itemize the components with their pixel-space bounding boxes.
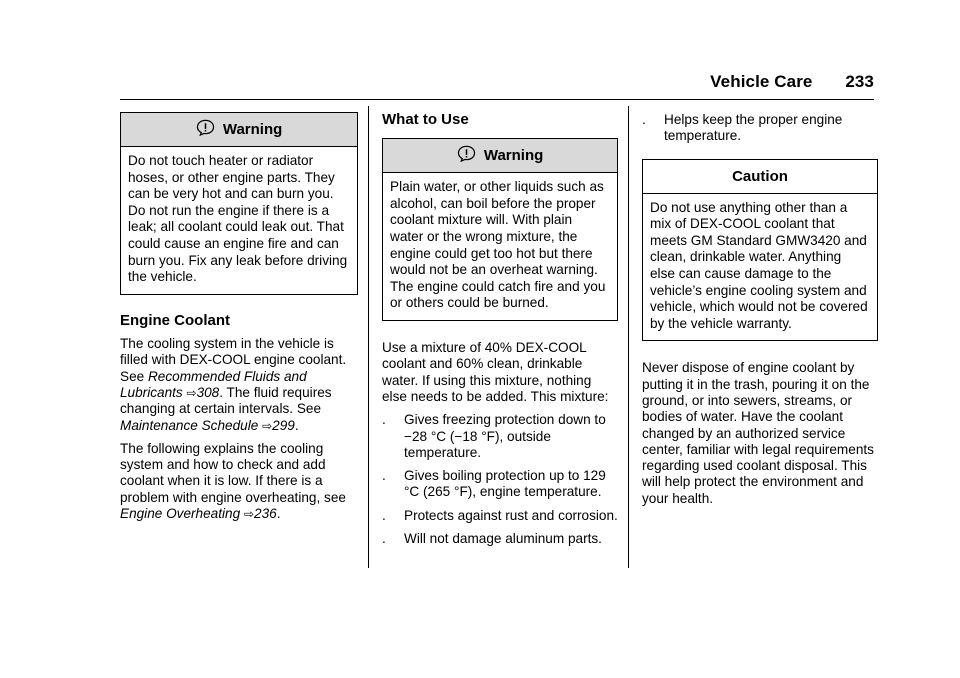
warning-speech-icon	[457, 145, 476, 162]
warning-box-plain-water	[382, 138, 618, 321]
warning-box-header	[383, 139, 617, 173]
ref-recommended-fluids-link[interactable]: Recommended Fluids and Lubricants	[120, 368, 307, 400]
column-divider-1	[368, 106, 369, 568]
section-title: Vehicle Care	[710, 72, 813, 91]
column-2	[382, 112, 618, 554]
page-ref-arrow-icon: ⇨	[243, 507, 255, 522]
mixture-intro-paragraph: Use a mixture of 40% DEX-COOL coolant and 60% clean, drinkable water. If using this mixture, nothing else needs to be added. This mixture:	[382, 340, 609, 404]
ref-maintenance-schedule-link[interactable]: Maintenance Schedule	[120, 417, 259, 433]
header-rule	[120, 99, 874, 100]
column-3	[642, 112, 878, 514]
mixture-benefits-list	[382, 412, 618, 547]
section-heading-what-to-use: What to Use	[382, 111, 469, 128]
ref-page-308[interactable]: 308	[196, 384, 220, 400]
list-item	[382, 508, 618, 524]
text-run: The cooling system in the vehicle is filled with DEX-COOL engine coolant. See	[120, 336, 347, 384]
caution-body: Do not use anything other than a mix of DEX-COOL coolant that meets GM Standard GMW3420 and clean, drinkable water. Anything else can cause damage to the vehicle’s engine cooling system and vehicle, which would not be covered by the vehicle warranty.	[650, 199, 868, 331]
ref-engine-overheating-link[interactable]: Engine Overheating	[120, 506, 241, 522]
text-run: . The fluid requires changing at certain intervals. See	[120, 384, 332, 417]
warning-body: Do not touch heater or radiator hoses, or other engine parts. They can be very hot and can burn you. Do not run the engine if there is a leak; all coolant could leak out. That could cause an engine fire and can burn you. Fix any leak before driving the vehicle.	[128, 153, 348, 285]
section-heading-engine-coolant: Engine Coolant	[120, 311, 230, 329]
warning-box-hot-parts	[120, 112, 358, 295]
list-item-text: Protects against rust and corrosion.	[404, 507, 618, 523]
column-1	[120, 112, 358, 529]
coolant-intro-paragraph	[120, 336, 358, 434]
bullet-mark: .	[642, 112, 646, 127]
bullet-mark: .	[382, 507, 386, 523]
list-item	[382, 468, 618, 501]
list-item-text: Will not damage aluminum parts.	[404, 531, 602, 547]
list-item	[642, 112, 878, 145]
text-run: The following explains the cooling system and how to check and add coolant when it is low. If there is a problem with engine overheating, see	[120, 440, 346, 505]
list-item-text: Gives boiling protection up to 129 °C (265 °F), engine temperature.	[404, 468, 606, 500]
text-run: .	[276, 506, 281, 522]
ref-page-236[interactable]: 236	[254, 506, 277, 522]
ref-page-299[interactable]: 299	[272, 417, 295, 433]
warning-body: Plain water, or other liquids such as alcohol, can boil before the proper coolant mixture will. With plain water or the wrong mixture, the engine could get too hot but there would not be an overheat warning. The engine could catch fire and you or others could be burned.	[390, 179, 606, 311]
page-ref-arrow-icon: ⇨	[186, 385, 197, 400]
bullet-mark: .	[382, 468, 386, 484]
caution-box-header: Caution	[643, 160, 877, 194]
text-run: .	[294, 417, 299, 433]
list-item-text: Gives freezing protection down to −28 °C (−18 °F), outside temperature.	[404, 412, 606, 460]
column-divider-2	[628, 106, 629, 568]
warning-title: Warning	[222, 121, 283, 138]
page-header	[710, 72, 874, 92]
warning-speech-icon	[196, 119, 215, 136]
disposal-paragraph: Never dispose of engine coolant by putting it in the trash, pouring it on the ground, or into sewers, streams, or bodies of water. Have the coolant changed by an authorized service center, familiar with legal requirements regarding used coolant disposal. This will help protect the environment and your health.	[642, 360, 874, 506]
warning-title: Warning	[483, 147, 544, 165]
list-item	[382, 412, 618, 461]
warning-box-header	[121, 113, 357, 147]
page-number: 233	[845, 72, 874, 91]
list-item-text: Helps keep the proper engine temperature.	[664, 112, 843, 144]
bullet-mark: .	[382, 531, 386, 547]
page-ref-arrow-icon: ⇨	[262, 418, 273, 433]
caution-box	[642, 159, 878, 342]
cooling-explanation-paragraph	[120, 441, 358, 522]
list-item	[382, 531, 618, 547]
bullet-mark: .	[382, 412, 386, 428]
mixture-benefits-list-continued	[642, 112, 878, 145]
